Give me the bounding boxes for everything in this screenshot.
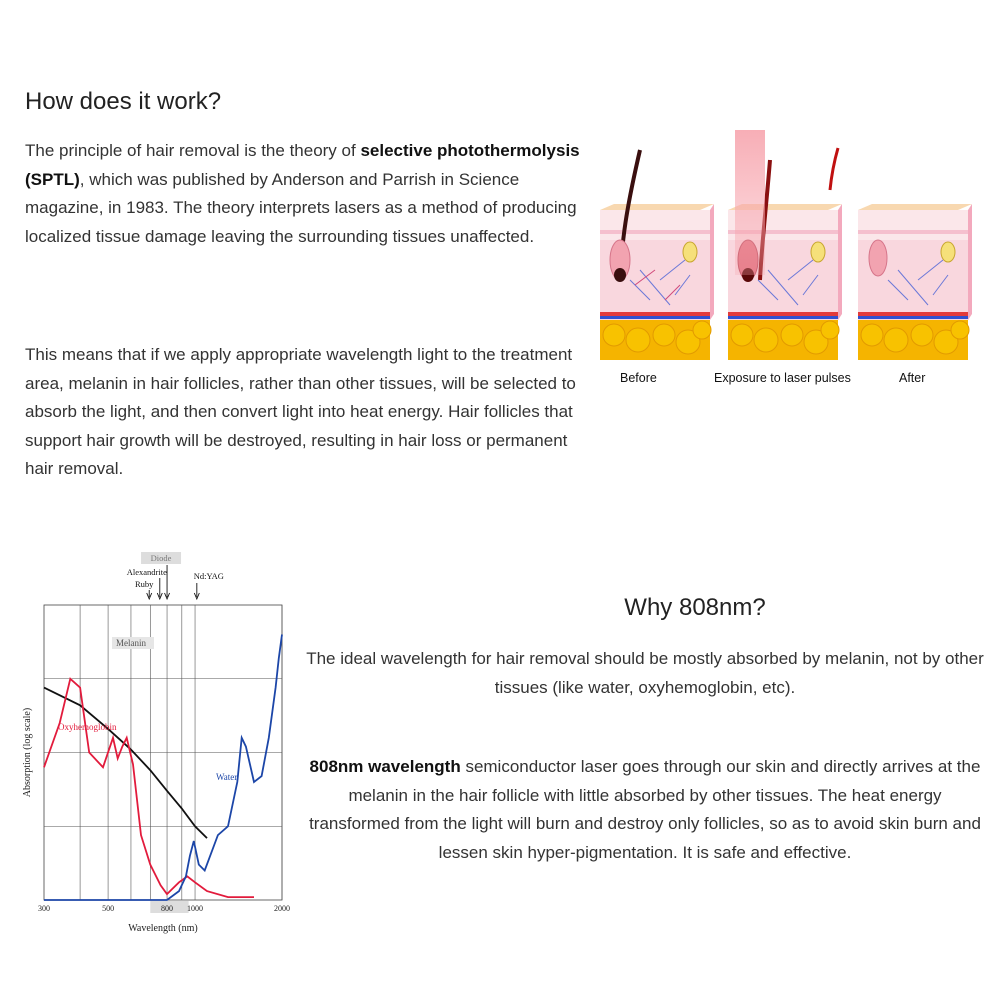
caption-exposure: Exposure to laser pulses — [714, 371, 851, 385]
annotation-ruby: Ruby — [135, 579, 154, 589]
annotation-ndyag: Nd:YAG — [193, 571, 224, 581]
para-text: semiconductor laser goes through our skin and directly arrives at the melanin in the hair follicle with little absorbed by other tissues. The heat energy transformed from the light will burn and destroy only follicles, so as to avoid skin burn and lessen skin hyper-pigmentation. It is safe and effective. — [309, 757, 981, 862]
x-tick-label: 500 — [102, 904, 115, 913]
laser-beam — [735, 130, 765, 275]
x-axis-label: Wavelength (nm) — [128, 923, 198, 934]
808nm-paragraph — [305, 753, 985, 867]
x-tick-label: 1000 — [187, 904, 204, 913]
caption-before: Before — [620, 371, 657, 385]
skin-panel-before — [600, 150, 714, 360]
series-label-oxyhemoglobin: Oxyhemoglobin — [58, 722, 117, 732]
melanin-paragraph: This means that if we apply appropriate wavelength light to the treatment area, melanin in hair follicles, rather than other tissues, will be selected to absorb the light, and then convert light into heat energy. Hair follicles that support hair growth will be destroyed, resulting in hair loss or permanent hair removal. — [25, 345, 576, 478]
x-tick-label: 300 — [38, 904, 50, 913]
series-label-melanin: Melanin — [116, 638, 146, 648]
para-bold-text: selective photothermolysis (SPTL) — [25, 141, 580, 189]
absorption-chart — [0, 545, 300, 945]
skin-panel-exposure — [728, 130, 842, 360]
para-text: The principle of hair removal is the theory of — [25, 141, 361, 160]
chart-grid — [44, 605, 282, 913]
y-axis-label: Absorption (log scale) — [22, 707, 33, 798]
para-text: , which was published by Anderson and Parrish in Science magazine, in 1983. The theory interprets lasers as a method of producing localized tissue damage leaving the surrounding tissues unaffected. — [25, 169, 577, 246]
annotation-alexandrite: Alexandrite — [126, 567, 167, 577]
skin-panel-after — [858, 204, 972, 360]
series-line-melanin — [44, 688, 207, 839]
para-bold-text: 808nm wavelength — [309, 757, 461, 776]
hair-removal-illustration — [590, 130, 980, 398]
annotation-diode: Diode — [150, 553, 172, 563]
x-tick-label: 800 — [161, 904, 174, 913]
chart-series — [44, 635, 282, 901]
section-heading-how: How does it work? — [25, 88, 222, 115]
fat-layer — [600, 320, 711, 360]
section-heading-808: Why 808nm? — [624, 594, 766, 621]
caption-after: After — [899, 371, 926, 385]
series-line-oxyhemoglobin — [44, 679, 254, 897]
x-tick-label: 2000 — [274, 904, 290, 913]
ideal-wavelength-paragraph: The ideal wavelength for hair removal should be mostly absorbed by melanin, not by other tissues (like water, oxyhemoglobin, etc). — [306, 649, 984, 697]
series-label-water: Water — [216, 772, 238, 782]
series-line-water — [44, 635, 282, 901]
principle-paragraph — [25, 137, 585, 251]
